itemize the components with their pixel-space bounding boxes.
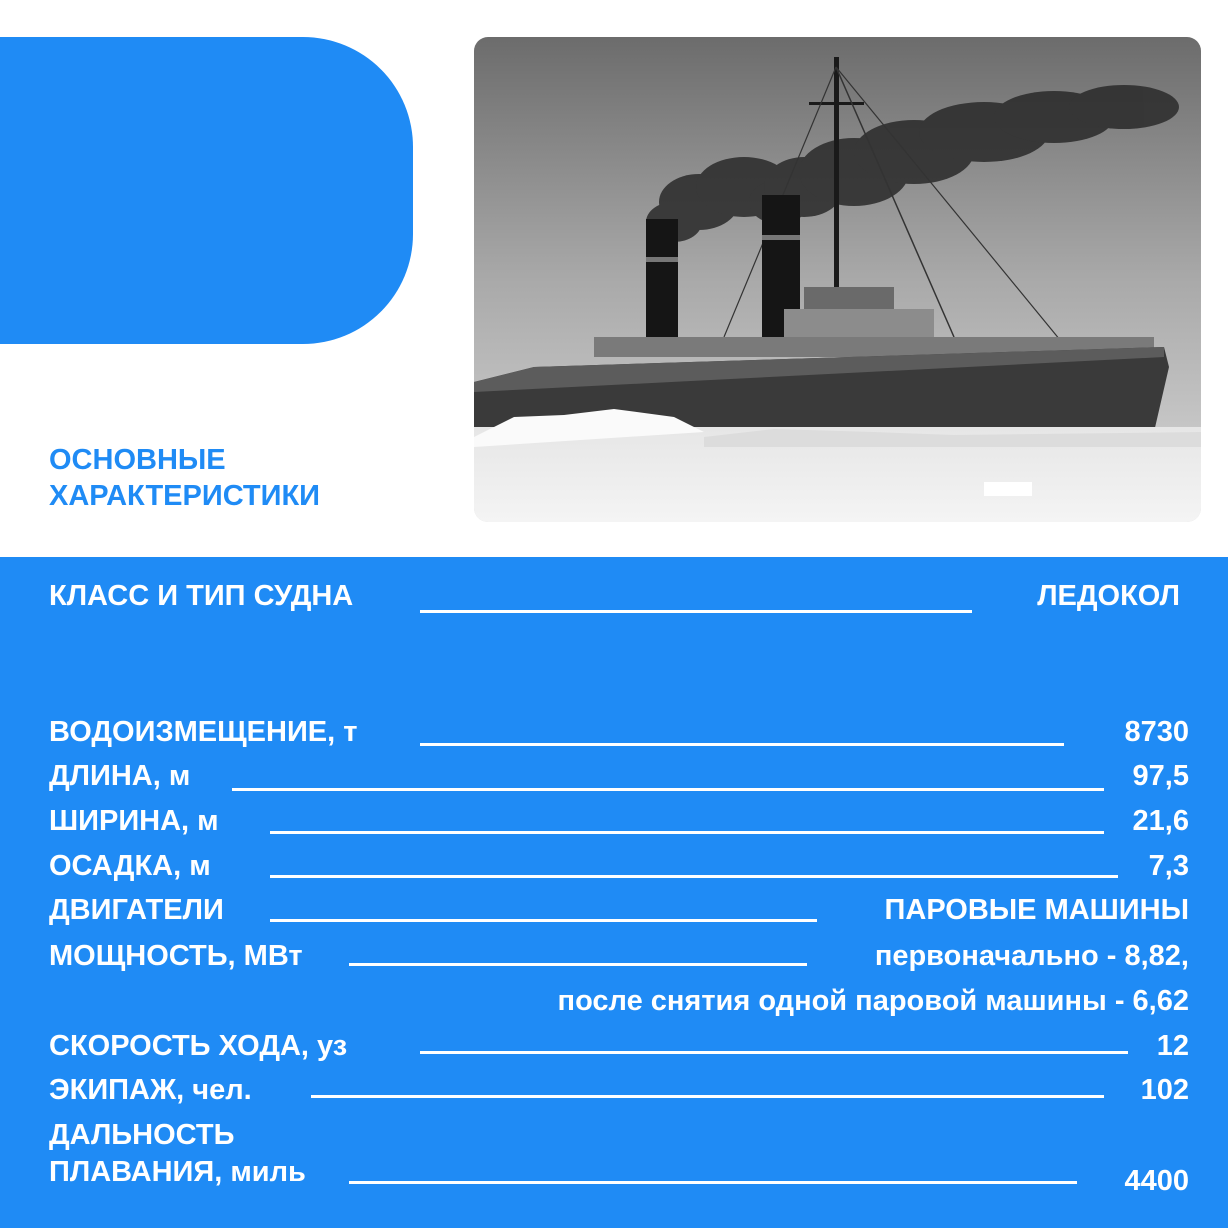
spec-value-speed: 12 (1156, 1030, 1189, 1062)
leader-line (420, 743, 1064, 746)
spec-label-range-line2: ПЛАВАНИЯ, миль (49, 1156, 306, 1188)
spec-value-power-line1: первоначально - 8,82, (874, 940, 1189, 972)
decorative-blue-shape (0, 37, 413, 344)
leader-line (311, 1095, 1104, 1098)
spec-label-speed: СКОРОСТЬ ХОДА, уз (49, 1030, 348, 1062)
spec-value-width: 21,6 (1132, 805, 1189, 837)
heading-line-1: ОСНОВНЫЕ (49, 444, 226, 476)
spec-value-engines: ПАРОВЫЕ МАШИНЫ (884, 894, 1189, 926)
leader-line (270, 919, 817, 922)
specifications-panel (0, 557, 1228, 1228)
spec-value-class: ЛЕДОКОЛ (1037, 580, 1180, 612)
section-heading (49, 442, 320, 514)
heading-line-2: ХАРАКТЕРИСТИКИ (49, 480, 321, 512)
spec-value-crew: 102 (1140, 1074, 1189, 1106)
spec-value-displacement: 8730 (1124, 716, 1189, 748)
leader-line (270, 875, 1118, 878)
leader-line (232, 788, 1104, 791)
spec-label-width: ШИРИНА, м (49, 805, 219, 837)
leader-line (349, 963, 807, 966)
spec-value-range: 4400 (1124, 1165, 1189, 1197)
leader-line (420, 610, 972, 613)
spec-label-length: ДЛИНА, м (49, 760, 191, 792)
spec-label-engines: ДВИГАТЕЛИ (49, 894, 224, 926)
leader-line (349, 1181, 1077, 1184)
spec-value-power-line2: после снятия одной паровой машины - 6,62 (557, 985, 1189, 1017)
icebreaker-photo (474, 37, 1201, 522)
leader-line (270, 831, 1104, 834)
spec-value-draft: 7,3 (1148, 850, 1189, 882)
spec-value-length: 97,5 (1132, 760, 1189, 792)
leader-line (420, 1051, 1128, 1054)
spec-label-displacement: ВОДОИЗМЕЩЕНИЕ, т (49, 716, 358, 748)
spec-label-crew: ЭКИПАЖ, чел. (49, 1074, 252, 1106)
spec-label-power: МОЩНОСТЬ, МВт (49, 940, 303, 972)
spec-label-class: КЛАСС И ТИП СУДНА (49, 580, 354, 612)
spec-label-draft: ОСАДКА, м (49, 850, 211, 882)
spec-label-range-line1: ДАЛЬНОСТЬ (49, 1119, 235, 1151)
